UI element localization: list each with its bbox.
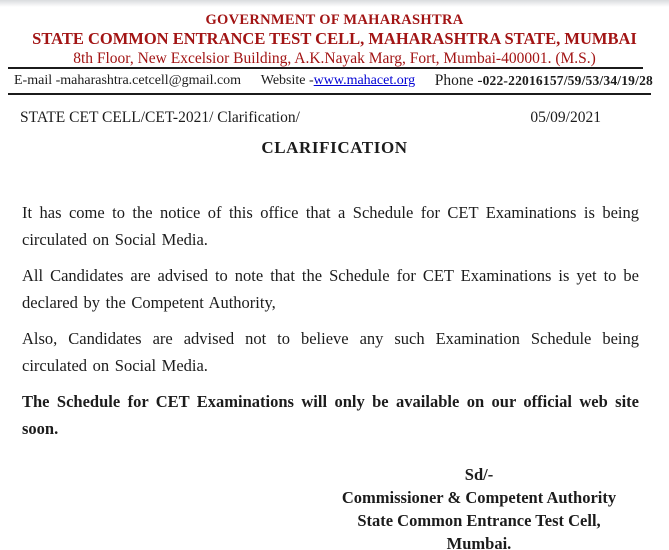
paragraph-notice: It has come to the notice of this office that a Schedule for CET Examinations is being circulated on Social Media. [22, 203, 639, 249]
office-address: 8th Floor, New Excelsior Building, A.K.Nayak Marg, Fort, Mumbai-400001. (M.S.) [73, 50, 596, 67]
paragraph-advice-disbelieve: Also, Candidates are advised not to believe any such Examination Schedule being circulated on Social Media. [22, 329, 639, 375]
paragraph-advice-note: All Candidates are advised to note that the Schedule for CET Examinations is yet to be declared by the Competent Authority, [22, 266, 639, 312]
email-address: maharashtra.cetcell@gmail.com [60, 73, 242, 88]
header-divider-bottom [8, 93, 651, 95]
website-entry [261, 73, 415, 89]
reference-number: STATE CET CELL/CET-2021/ Clarification/ [20, 109, 300, 126]
email-entry [14, 73, 241, 89]
letter-body [22, 199, 639, 442]
reference-row [0, 108, 669, 127]
organization-name: STATE COMMON ENTRANCE TEST CELL, MAHARASHTRA STATE, MUMBAI [32, 29, 637, 48]
website-link[interactable]: www.mahacet.org [313, 73, 416, 88]
letterhead [0, 0, 669, 67]
website-label: Website - [260, 73, 314, 88]
contact-row [0, 69, 669, 93]
signature-place: Mumbai. [446, 534, 512, 550]
email-label: E-mail - [14, 73, 61, 88]
document-title: CLARIFICATION [261, 138, 408, 157]
phone-number: 022-22016157/59/53/34/19/28 [482, 73, 653, 88]
phone-label: Phone - [434, 72, 483, 89]
phone-entry [435, 72, 653, 90]
signature-block [307, 463, 651, 550]
government-name: GOVERNMENT OF MAHARASHTRA [205, 12, 464, 28]
reference-date: 05/09/2021 [530, 109, 601, 126]
paragraph-official-site: The Schedule for CET Examinations will only be available on our official web site soon. [22, 392, 639, 438]
signature-designation: Commissioner & Competent Authority [341, 488, 617, 507]
signature-organization: State Common Entrance Test Cell, [357, 511, 601, 530]
page-top-shadow [0, 0, 669, 7]
signature-sd: Sd/- [464, 465, 494, 484]
